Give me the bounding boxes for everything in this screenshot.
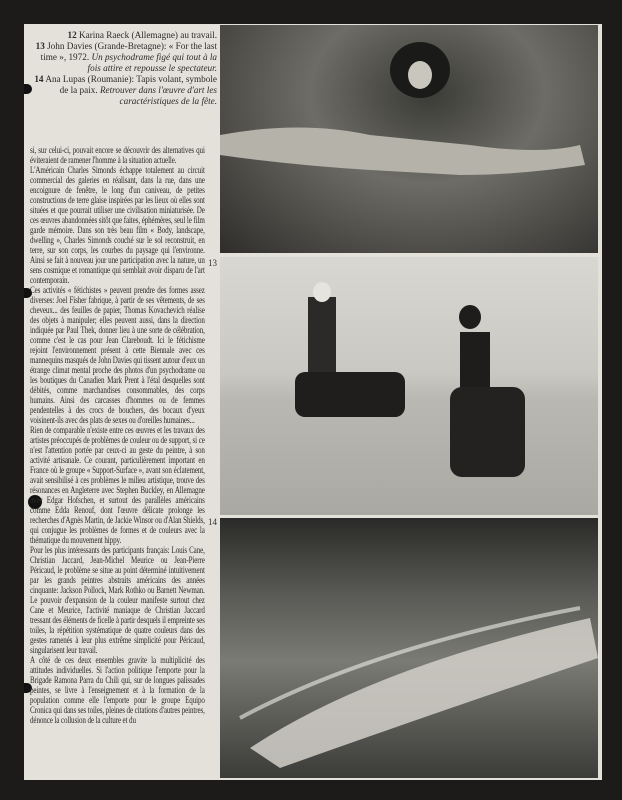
- caption-number: 13: [35, 41, 45, 51]
- paragraph: si, sur celui-ci, pouvait encore se découvrir des alternatives qui éviteraient de ramener l'homme à la situation actuelle.: [30, 146, 205, 166]
- photo-13-john-davies: [220, 257, 598, 515]
- paragraph: Pour les plus intéressants des participants français: Louis Cane, Christian Jaccard, Jean-Michel Meurice ou Jean-Pierre Péricaud, le problème se situe au point déterminé intuitivement par les grands peintres abstraits américains des années cinquante: Jackson Pollock, Mark Rothko ou Barnett Newman. Le pouvoir d'expansion de la couleur manifeste surtout chez Cane et Meurice, l'activité maniaque de Christian Jaccard tressant des éléments de ficelle à partir desquels il empreinte ses toiles, la répétition systématique de quatre couleurs dans des gestes ramenés à leur plus extrême simplicité pour Péricaud, singularisent leur travail.: [30, 546, 205, 656]
- paragraph: L'Américain Charles Simonds échappe totalement au circuit commercial des galeries en réalisant, dans la rue, dans une encoignure de fenêtre, le long d'un caniveau, de petites constructions de terre glaise inspirées par les lieux où elles sont situées et que pourrait utiliser une civilisation miniaturisée. De ces œuvres abandonnées sitôt que faites, éphémères, seul le film garde mémoire. Dans son très beau film « Body, landscape, dwelling », Charles Simonds couché sur le sol reconstruit, en terre, sur son corps, les courbes du paysage qui l'environne. Ainsi se fait à nouveau jour une participation avec la nature, un sens cosmique et romantique qui semblait avoir disparu de l'art contemporain.: [30, 166, 205, 286]
- paragraph: Ces activités « fétichistes » peuvent prendre des formes assez diverses: Joel Fisher fabrique, à partir de ses vêtements, de ses cheveux... des feuilles de papier, Thomas Kovachevich réalise des objets à manipuler; elles peuvent aussi, dans la direction indiquée par Paul Thek, donner lieu à une sorte de célébration, comme c'est le cas pour Jean Clareboudt. Ici le fétichisme rejoint l'environnement présent à cette Biennale avec ces mannequins masqués de John Davies qui tissent autour d'eux un étrange climat mental proche des photos d'un psychodrame ou les boutiques du Canadien Mark Prent à l'étal desquelles sont débités, comme marchandises consommables, des corps humains. Ainsi des carcasses d'hommes ou de femmes pendentelles à des crocs de bouchers, des bocaux d'yeux voisinent-ils avec des plats de sexes ou d'oreilles humaines...: [30, 286, 205, 426]
- caption-text: John Davies (Grande-Bretagne): « For the last time », 1972.: [40, 41, 217, 62]
- caption-text: Ana Lupas (Roumanie): Tapis volant, symbole de la paix.: [45, 74, 217, 95]
- caption-14: [30, 74, 217, 107]
- photo-14-landscape: [220, 518, 598, 778]
- caption-italic: Retrouver dans l'œuvre d'art les caractéristiques de la fête.: [99, 85, 217, 106]
- photo-14-ana-lupas: [220, 518, 598, 778]
- paragraph: A côté de ces deux ensembles gravite la multiplicité des attitudes individuelles. Si l'action politique l'emporte pour la Brigade Ramona Parra du Chili qui, sur de longues palissades peintes, se livre à l'enseignement et à la formation de la population comme elle l'emporte pour le groupe Equipo Cronica qui dans ses toiles, pleines de citations d'autres peintres, dénonce la collusion de la culture et du: [30, 656, 205, 726]
- caption-13: [30, 41, 217, 74]
- photo-number-14: 14: [208, 517, 217, 527]
- photo-12-figure: [220, 25, 598, 253]
- caption-text: Karina Raeck (Allemagne) au travail.: [78, 30, 217, 40]
- photo-captions: [30, 30, 217, 107]
- photo-13-figures: [220, 257, 598, 515]
- article-body: [30, 146, 205, 726]
- paragraph: Rien de comparable n'existe entre ces œuvres et les travaux des artistes préoccupés de problèmes de couleur ou de support, si ce n'est l'attention portée par ceux-ci au geste du peintre, à son activité artisanale. Ce courant, particulièrement important en France où le groupe « Support-Surface », avant son éclatement, avait sensibilisé à ces problèmes le milieu artistique, trouve des résonances en Angleterre avec Stephen Buckley, en Allemagne avec Edgar Hofschen, et surtout des parallèles américains comme Edda Renouf, dont l'œuvre délicate prolonge les recherches d'Agnès Martin, de Jackie Winsor ou d'Alan Shields, qui conjugue les problèmes de formes et de couleurs avec la thématique du mouvement hippy.: [30, 426, 205, 546]
- caption-12: [30, 30, 217, 41]
- photo-number-13: 13: [208, 258, 217, 268]
- caption-italic: Un psychodrame figé qui tout à la fois attire et repousse le spectateur.: [87, 52, 217, 73]
- caption-number: 14: [34, 74, 44, 84]
- photo-12-karina-raeck: [220, 25, 598, 253]
- caption-number: 12: [67, 30, 77, 40]
